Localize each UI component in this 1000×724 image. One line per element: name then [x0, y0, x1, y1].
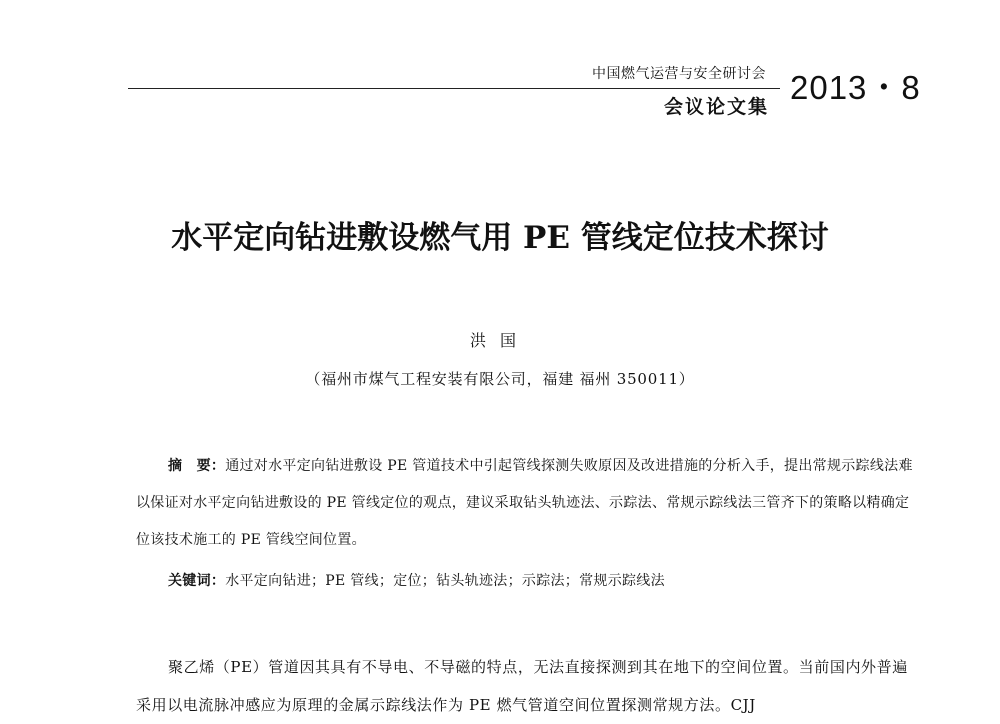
- proceedings-label: 会议论文集: [664, 96, 770, 118]
- conference-name: 中国燃气运营与安全研讨会: [592, 66, 766, 82]
- body-paragraph: 聚乙烯（PE）管道因其具有不导电、不导磁的特点，无法直接探测到其在地下的空间位置。当前国内外普遍采用以电流脉冲感应为原理的金属示踪线法作为 PE 燃气管道空间位置探测常规方法。CJJ: [136, 658, 908, 714]
- author-name: 洪国: [469, 331, 530, 350]
- abstract-text: 通过对水平定向钻进敷设 PE 管道技术中引起管线探测失败原因及改进措施的分析入手，提出常规示踪线法难以保证对水平定向钻进敷设的 PE 管线定位的观点，建议采取钻头轨迹法、示踪法、常规示踪线法三管齐下的策略以精确定位该技术施工的 PE 管线空间位置。: [136, 458, 913, 548]
- keywords-text: 水平定向钻进；PE 管线；定位；钻头轨迹法；示踪法；常规示踪线法: [225, 573, 665, 589]
- abstract-paragraph: [136, 448, 916, 559]
- author-affiliation: （福州市煤气工程安装有限公司，福建 福州 350011）: [305, 370, 695, 388]
- keywords-label: 关键词：: [168, 573, 226, 589]
- header-rule: [128, 88, 780, 89]
- abstract-label: 摘 要：: [168, 458, 226, 474]
- year-issue: 2013・8: [790, 69, 921, 106]
- paper-title: 水平定向钻进敷设燃气用 PE 管线定位技术探讨: [171, 220, 829, 256]
- keywords-line: [168, 570, 665, 590]
